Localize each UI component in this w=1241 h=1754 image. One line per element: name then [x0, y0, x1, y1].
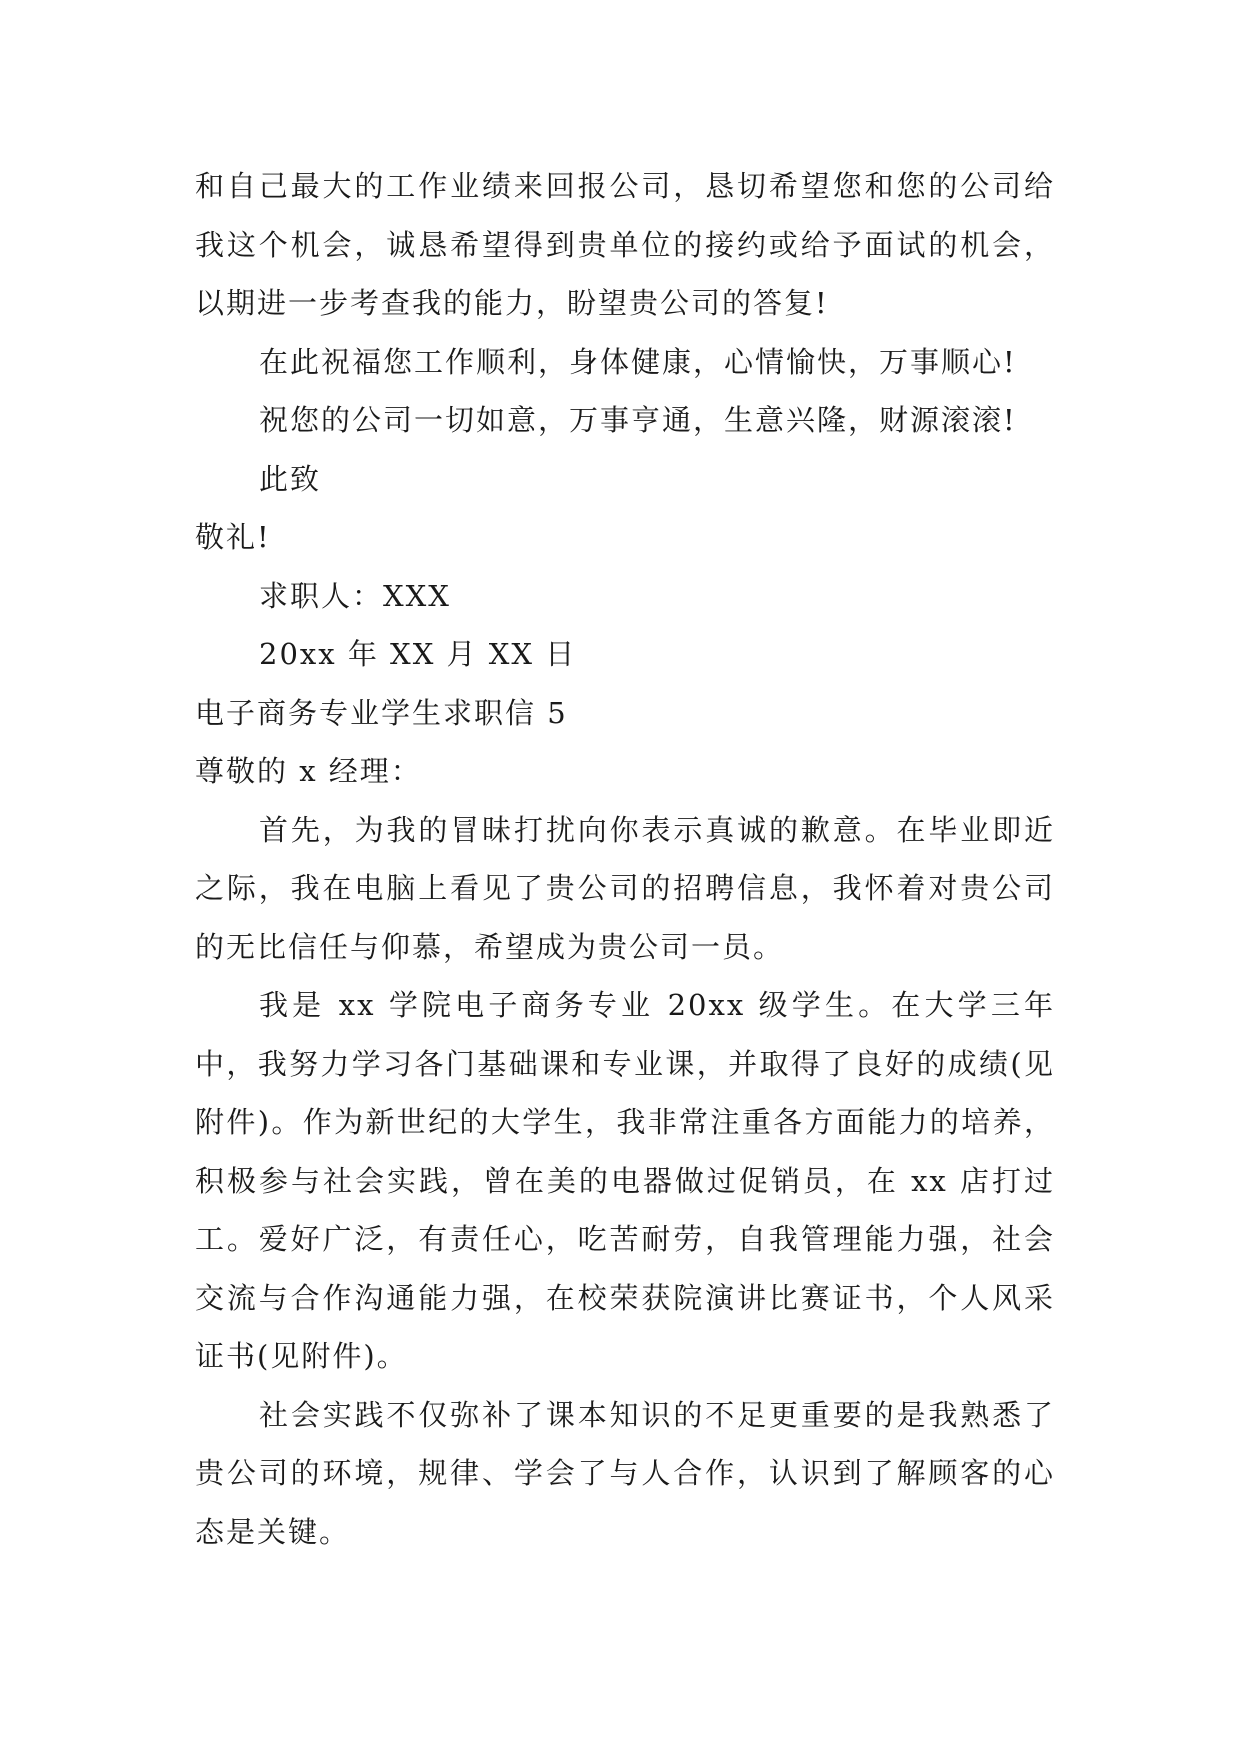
closing-paragraph: 和自己最大的工作业绩来回报公司，恳切希望您和您的公司给我这个机会，诚恳希望得到贵单位的接约或给予面试的机会，以期进一步考查我的能力，盼望贵公司的答复! [195, 169, 1055, 320]
salutation: 尊敬的 x 经理： [195, 754, 422, 788]
document-body [195, 157, 1055, 1561]
blessing-line-1: 在此祝福您工作顺利，身体健康，心情愉快，万事顺心! [259, 344, 1017, 379]
letter-date: 20xx 年 XX 月 XX 日 [259, 637, 577, 671]
regards-line: 敬礼! [195, 520, 271, 554]
background-paragraph: 我是 xx 学院电子商务专业 20xx 级学生。在大学三年中，我努力学习各门基础课和专业课，并取得了良好的成绩(见附件)。作为新世纪的大学生，我非常注重各方面能力的培养，积极参与社会实践，曾在美的电器做过促销员，在 xx 店打过工。爱好广泛，有责任心，吃苦耐劳，自我管理能力强，社会交流与合作沟通能力强，在校荣获院演讲比赛证书，个人风采证书(见附件)。 [195, 988, 1055, 1373]
intro-paragraph: 首先，为我的冒昧打扰向你表示真诚的歉意。在毕业即近之际，我在电脑上看见了贵公司的招聘信息，我怀着对贵公司的无比信任与仰慕，希望成为贵公司一员。 [195, 812, 1055, 964]
blessing-line-2: 祝您的公司一切如意，万事亨通，生意兴隆，财源滚滚! [259, 403, 1017, 437]
section-heading: 电子商务专业学生求职信 5 [195, 695, 568, 730]
practice-paragraph: 社会实践不仅弥补了课本知识的不足更重要的是我熟悉了贵公司的环境，规律、学会了与人合作，认识到了解顾客的心态是关键。 [195, 1397, 1055, 1549]
closing-phrase: 此致 [259, 461, 322, 496]
applicant-signature: 求职人：XXX [259, 578, 451, 613]
